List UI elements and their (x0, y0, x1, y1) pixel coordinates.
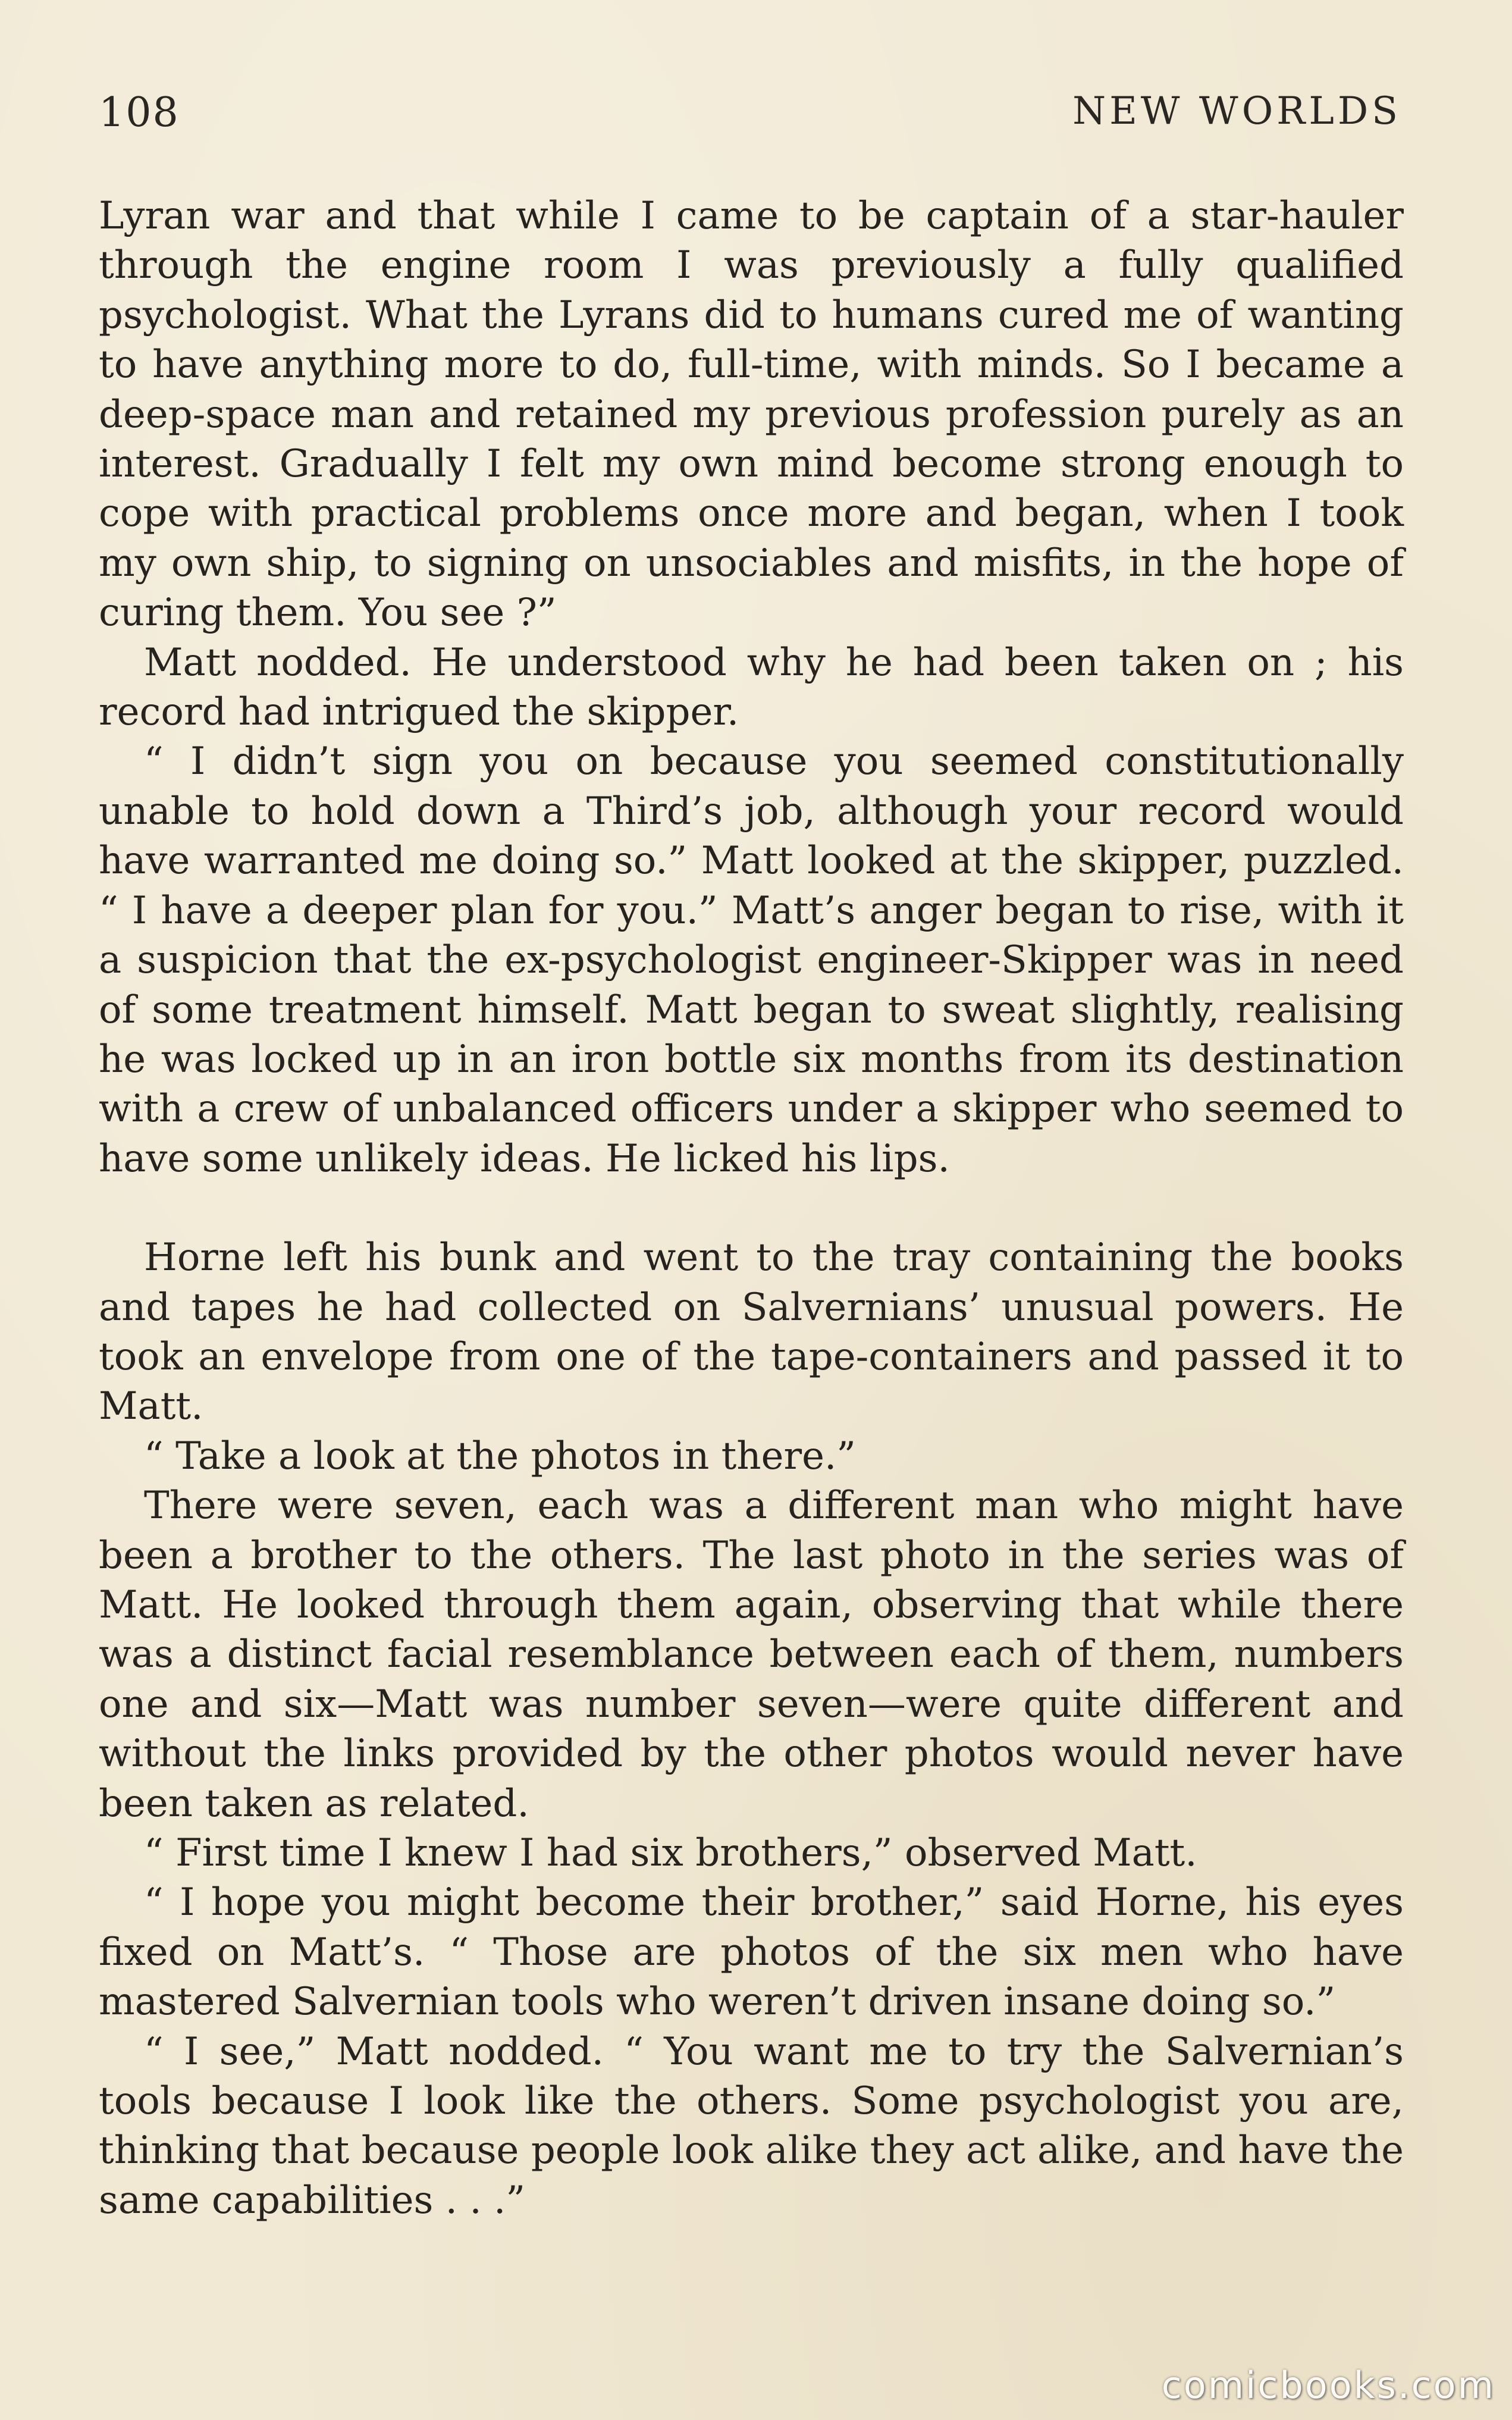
section-break (99, 1184, 1404, 1233)
body-text (99, 192, 1404, 2225)
paragraph: Horne left his bunk and went to the tray containing the books and tapes he had collected on Salvernians’ unusual powers. He took an envelope from one of the tape-containers and passed it to Matt. (99, 1236, 1404, 1429)
page-number: 108 (99, 89, 180, 136)
running-head: NEW WORLDS (1072, 89, 1401, 133)
paragraph: “ I hope you might become their brother,” said Horne, his eyes fixed on Matt’s. “ Those are photos of the six men who have mastered Salvernian tools who weren’t driven insane doing so.” (99, 1880, 1404, 2024)
paragraph: “ I see,” Matt nodded. “ You want me to try the Salvernian’s tools because I look like the others. Some psychologist you are, thinking that because people look alike they act alike, and have the same capabilities . . .” (99, 2029, 1404, 2222)
page-header (99, 89, 1401, 155)
watermark: comicbooks.com (1161, 2363, 1495, 2407)
paragraph: There were seven, each was a different man who might have been a brother to the others. The last photo in the series was of Matt. He looked through them again, observing that while there was a distinct facial resemblance between each of them, numbers one and six—Matt was number seven—were quite different and without the links provided by the other photos would never have been taken as related. (99, 1484, 1404, 1826)
paragraph: “ Take a look at the photos in there.” (144, 1434, 856, 1478)
paragraph: “ I didn’t sign you on because you seemed constitutionally unable to hold down a Third’s job, although your record would have warranted me doing so.” Matt looked at the skipper, puzzled. “ I have a deeper plan for you.” Matt’s anger began to rise, with it a suspicion that the ex-psychologist engineer-Skipper was in need of some treatment himself. Matt began to sweat slightly, realising he was locked up in an iron bottle six months from its destination with a crew of unbalanced officers under a skipper who seemed to have some unlikely ideas. He licked his lips. (99, 739, 1404, 1181)
paragraph: Lyran war and that while I came to be captain of a star-hauler through the engine room I was previously a fully qualified psychologist. What the Lyrans did to humans cured me of wanting to have anything more to do, full-time, with minds. So I became a deep-space man and retained my previous profession purely as an interest. Gradually I felt my own mind become strong enough to cope with practical problems once more and began, when I took my own ship, to signing on unsociables and misfits, in the hope of curing them. You see ?” (99, 194, 1404, 635)
paragraph: “ First time I knew I had six brothers,” observed Matt. (144, 1831, 1197, 1875)
paragraph: Matt nodded. He understood why he had been taken on ; his record had intrigued the skipper. (99, 640, 1404, 735)
